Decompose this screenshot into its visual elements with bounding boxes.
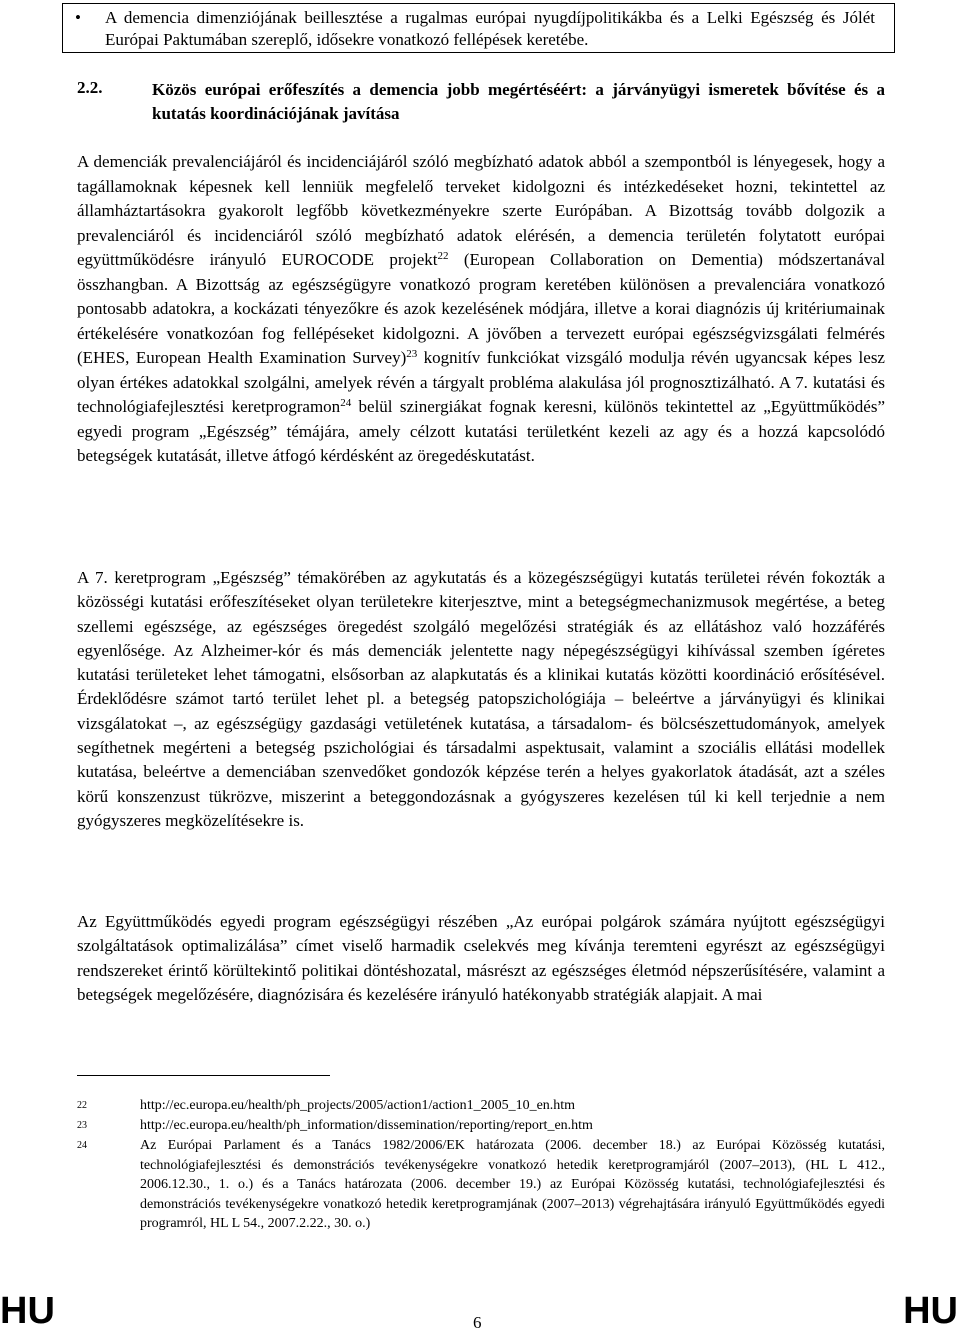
paragraph-1-part-1: A demenciák prevalenciájáról és incidenciájáról szóló megbízható adatok abból a szempontból is lényegesek, hogy a tagállamoknak képesnek kell lenniük megfelelő terveket kidolgozni és intézkedéseket hozni, tekintettel az államháztartásokra gyakorolt legfőbb következményekre szerte Európában. A Bizottság tovább dolgozik a prevalenciáról és incidenciáról szóló megbízható adatok elérésén, a demencia területén folytatott európai együttműködésre irányuló EUROCODE projekt — [77, 152, 885, 269]
paragraph-1-part-2: (European Collaboration on Dementia) módszertanával összhangban. A Bizottság az egészségügyre vonatkozó program keretében különösen a prevalenciára vonatkozó pontosabb adatokra, a kockázati tényezőkre és azok kezelésének módjára, illetve a korai diagnózis új kritériumainak értékelésére vonatkozóan fog fellépéseket kidolgozni. A jövőben a tervezett európai egészségvizsgálati felmérés (EHES, European Health Examination Survey) — [77, 250, 885, 367]
footnote-link[interactable]: http://ec.europa.eu/health/ph_projects/2005/action1/action1_2005_10_en.htm — [140, 1098, 576, 1113]
footnote-ref-23: 23 — [406, 348, 418, 360]
footnote-ref-24: 24 — [340, 397, 352, 409]
footnote-number: 24 — [77, 1140, 87, 1151]
paragraph-3: Az Együttműködés egyedi program egészségügyi részében „Az európai polgárok számára nyújtott egészségügyi szolgáltatások optimalizálása” címet viselő harmadik cselekvés meg kívánja teremteni egyrészt az egészségügyi rendszereket érintő körültekintő politikai döntéshozatal, másrészt az egészséges életmód népszerűsítésére, valamint a betegségek megelőzésére, diagnózisára és kezelésére irányuló hatékonyabb stratégiák alapjait. A mai — [77, 912, 885, 1004]
paragraph-1-part-4: belül szinergiákat fognak keresni, különös tekintettel az „Együttműködés” egyedi program „Egészség” témájára, amely célzott kutatási területként kezeli az agy és a hozzá kapcsolódó betegségek kutatását, illetve átfogó kérdésként az öregedéskutatást. — [77, 397, 885, 465]
footnote-number: 23 — [77, 1120, 87, 1131]
footnote-ref-22: 22 — [437, 250, 449, 262]
bullet-box — [62, 3, 895, 53]
section-title: Közös európai erőfeszítés a demencia jobb megértéséért: a járványügyi ismeretek bővítése és a kutatás koordinációjának javítása — [152, 80, 885, 123]
paragraph-2: A 7. keretprogram „Egészség” témakörében az agykutatás és a közegészségügyi kutatás területei révén fokozták a közösségi kutatási erőfeszítéseket olyan területekre kiterjesztve, mint a betegségmechanizmusok megértése, a beteg szellemi egészsége, az egészséges öregedést szolgáló megelőzési stratégiák és az ellátáshoz való hozzáférés egyenlősége. Az Alzheimer-kór és más demenciák jelentette nagy népegészségügyi kihívással szemben ígéretes kutatási területeket lehet támogatni, elsősorban az alapkutatás és a klinikai kutatás közötti koordináció erősítésével. Érdeklődésre számot tartó terület lehet pl. a betegség patopszichológiája – beleértve a járványügyi és klinikai vizsgálatokat –, az egészségügy gazdasági vetületének kutatása, a társadalom- és bölcsészettudományok, amelyek segíthetnek megérteni a betegség pszichológiai és társadalmi aspektusait, valamint a szociális ellátási modellek kutatása, beleértve a demenciában szenvedőket gondozók képzése terén a helyes gyakorlatok átadását, azt a széles körű konszenzust tükrözve, miszerint a beteggondozásnak a gyógyszeres kezelésen túl ki kell terjednie a nem gyógyszeres megközelítésekre is. — [77, 568, 885, 830]
language-code-right: HU — [903, 1290, 958, 1332]
page-number: 6 — [473, 1313, 482, 1332]
paragraph-1 — [77, 150, 885, 469]
footnote-separator — [77, 1075, 330, 1076]
section-number: 2.2. — [77, 78, 103, 97]
language-code-left: HU — [0, 1290, 55, 1332]
bullet-icon: • — [75, 8, 81, 27]
footnote-text: Az Európai Parlament és a Tanács 1982/2006/EK határozata (2006. december 18.) az Európai Közösség kutatási, technológiafejlesztési és demonstrációs tevékenységekre vonatkozó hetedik keretprogramjáról (2007–2013), (HL L 412., 2006.12.30., 1. o.) és a Tanács határozata (2006. december 19.) az Európai Közösség kutatási, technológiafejlesztési és demonstrációs tevékenységekre vonatkozó hetedik keretprogramjának (2007–2013) végrehajtására irányuló Együttműködés egyedi programról, HL L 54., 2007.2.22., 30. o.) — [140, 1138, 885, 1232]
paragraph-1-part-3: kognitív funkciókat vizsgáló modulja révén ugyancsak képes lesz olyan értékes adatokkal szolgálni, amelyek révén a tárgyalt probléma alakulása jól prognosztizálható. A 7. kutatási és technológiafejlesztési keretprogramon — [77, 348, 885, 416]
footnote-link[interactable]: http://ec.europa.eu/health/ph_information/dissemination/reporting/report_en.htm — [140, 1118, 593, 1133]
bullet-text: A demencia dimenziójának beillesztése a rugalmas európai nyugdíjpolitikákba és a Lelki Egészség és Jólét Európai Paktumában szereplő, idősekre vonatkozó fellépések keretébe. — [105, 8, 875, 49]
footnote-number: 22 — [77, 1100, 87, 1111]
